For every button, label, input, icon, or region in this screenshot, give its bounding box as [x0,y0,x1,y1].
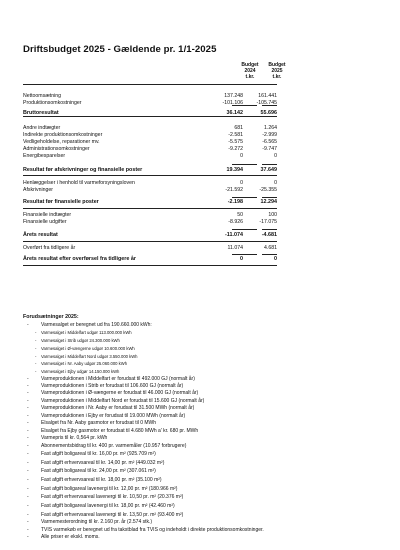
bullet-dash: - [27,405,29,412]
assumption-text: Varmesalget i Middelfart udgør 113.000.000 kWh [41,330,132,336]
value-budget-2025: 37.649 [260,167,277,173]
row-label: Finansielle udgifter [23,219,67,225]
row-label: Overført fra tidligere år [23,245,76,251]
bullet-dash: - [27,375,29,382]
header-divider [23,84,277,85]
table-row [23,153,277,160]
value-budget-2024: 137.248 [224,93,243,99]
divider [23,116,277,117]
value-budget-2024: -101.106 [222,100,243,106]
assumption-item [27,435,387,442]
bullet-dash: - [35,330,37,336]
row-label: Henlæggelser i henhold til varmeforsyningsloven [23,180,135,186]
bullet-dash: - [35,338,37,344]
bullet-dash: - [27,442,29,449]
divider [23,175,277,176]
row-label: Årets resultat [23,232,58,238]
row-label: Indirekte produktionsomkostninger [23,132,103,138]
assumptions-title: Forudsætninger 2025: [23,314,79,320]
bullet-dash: - [27,485,29,492]
assumption-item [27,443,387,450]
bullet-dash: - [27,503,29,510]
assumption-item [27,376,387,383]
value-budget-2024: -5.575 [228,139,243,145]
assumption-text: Varmesalget i Ø-vængerne udgør 10.600.000 kWh [41,345,135,351]
bullet-dash: - [27,468,29,475]
assumption-subitem [27,368,387,376]
value-budget-2024: -2.198 [227,199,243,205]
bullet-dash: - [27,519,29,526]
assumption-item [27,476,387,485]
table-total-row [23,167,277,174]
value-budget-2025: -9.747 [262,146,277,152]
value-budget-2025: 55.696 [260,110,277,116]
row-label: Vedligeholdelse, reparationer mv. [23,139,100,145]
row-label: Andre indtægter [23,125,61,131]
value-budget-2025: 0 [274,256,277,262]
value-budget-2024: 0 [240,256,243,262]
divider [232,164,257,165]
table-row [23,139,277,146]
table-row [23,146,277,153]
value-budget-2025: 1.264 [264,125,277,131]
table-row [23,212,277,219]
assumption-text: Fast afgift erhvervsareal lavenergi til kr. 10,50 pr. m² (20.376 m²) [41,494,184,501]
page-title: Driftsbudget 2025 - Gældende pr. 1/1-2025 [23,44,217,55]
assumption-item [27,420,387,427]
column-header-label: Budget [241,62,259,68]
divider [262,197,277,198]
assumption-text: Varmeproduktionen i Nr. Aaby er forudsat til 31.500 MWh (normalt år) [41,405,195,412]
assumption-item [27,428,387,435]
assumption-text: Fast afgift boligareal lavenergi til kr. 18,00 pr. m² (42.460 m²) [41,503,175,510]
divider [262,229,277,230]
assumption-item [27,450,387,459]
assumption-text: Fast afgift boligareal til kr. 24,00 pr. m² (307.061 m²) [41,468,156,475]
assumption-item [27,502,387,511]
bullet-dash: - [27,450,29,457]
table-row [23,219,277,226]
table-row [23,93,277,100]
bullet-dash: - [27,322,29,328]
assumption-item [27,485,387,494]
column-header-unit: t.kr. [245,74,255,81]
value-budget-2024: -8.926 [228,219,243,225]
column-header-year: 2025 [271,68,283,75]
assumption-text: Varmesalget i Strib udgør 24.300.000 kWh [41,338,120,344]
value-budget-2025: -2.999 [262,132,277,138]
value-budget-2025: 100 [268,212,277,218]
assumption-text: Fast afgift erhvervsareal til kr. 14,00 pr. m² (449.032 m²) [41,459,165,466]
bullet-dash: - [35,345,37,351]
bullet-dash: - [35,353,37,359]
assumption-item [27,413,387,420]
assumption-item [27,519,387,526]
value-budget-2024: 681 [234,125,243,131]
bullet-dash: - [27,427,29,434]
assumption-item [27,527,387,534]
assumption-item [27,405,387,412]
assumption-text: Varmesalget i Middelfart Nord udgør 3.550.000 kWh [41,353,138,359]
bullet-dash: - [35,368,37,374]
divider [23,208,277,209]
table-total-row [23,256,277,263]
bullet-dash: - [27,459,29,466]
assumption-text: Varmesalget er beregnet ud fra 190.660.000 kWh: [41,322,152,328]
assumption-subitem [27,360,387,368]
value-budget-2025: 4.681 [264,245,277,251]
row-label: Årets resultat efter overførsel fra tidligere år [23,256,136,262]
assumption-subitem [27,329,387,337]
assumption-item [27,534,387,541]
divider [23,265,277,266]
row-label: Afskrivninger [23,187,53,193]
assumption-item [27,459,387,468]
bullet-dash: - [27,477,29,483]
value-budget-2025: -25.355 [259,187,277,193]
bullet-dash: - [27,526,29,533]
value-budget-2025: 0 [274,180,277,186]
assumption-text: Elsalget fra Nr. Aaby gasmotor er forudsat til 0 MWh [41,420,157,427]
bullet-dash: - [27,534,29,541]
row-label: Bruttoresultat [23,110,59,116]
divider [262,105,277,106]
divider [232,254,257,255]
assumption-subitem [27,353,387,361]
bullet-dash: - [35,361,37,367]
assumption-text: Fast afgift boligareal lavenergi til kr. 12,00 pr. m² (180.966 m²) [41,485,178,492]
table-row [23,132,277,139]
assumption-text: Elsalget fra Ejby gasmotor er forudsat til 4.680 MWh a' kr. 680 pr. MWh [41,427,199,434]
row-label: Energibesparelser [23,153,66,159]
assumption-text: Varmeproduktionen i Ejby er forudsat til 19.000 MWh (normalt år) [41,412,186,419]
value-budget-2024: -11.074 [225,232,243,238]
assumption-text: Varmeproduktionen i Middelfart Nord er forudsat til 15.600 GJ (normalt år) [41,397,205,404]
value-budget-2025: -17.075 [259,219,277,225]
assumption-text: Varmesalget i Nr. Aaby udgør 25.060.000 kWh [41,361,128,367]
bullet-dash: - [27,494,29,501]
table-row [23,180,277,187]
value-budget-2025: 12.294 [260,199,277,205]
row-label: Nettoomsætning [23,93,62,99]
assumption-text: Varmemesterordning til kr. 2.160 pr. år (2.574 stk.) [41,519,153,526]
table-row [23,125,277,132]
table-row [23,245,277,252]
divider [23,241,277,242]
assumption-item [27,493,387,502]
assumption-item [27,390,387,397]
assumption-text: Varmeproduktionen i Middelfart er forudsat til 492.000 GJ (normalt år) [41,375,195,382]
value-budget-2024: 36.142 [226,110,243,116]
assumption-text: Fast afgift erhvervsareal til kr. 18,00 pr. m² (35.100 m²) [41,477,162,483]
divider [232,197,257,198]
assumption-subitem [27,337,387,345]
assumption-text: Varmesalget i Ejby udgør 14.150.000 kWh [41,368,120,374]
divider [262,164,277,165]
assumption-text: Varmeproduktionen i Ø-vængerne er forudsat til 46.000 GJ (normalt år) [41,390,199,397]
row-label: Produktionsomkostninger [23,100,82,106]
assumption-item [27,467,387,476]
assumption-text: Fast afgift erhvervsareal lavenergi til kr. 13,50 pr. m² (93.400 m²) [41,511,184,518]
divider [262,254,277,255]
value-budget-2024: 19.394 [226,167,243,173]
value-budget-2024: -2.581 [228,132,243,138]
value-budget-2025: -6.565 [262,139,277,145]
assumption-text: Fast afgift boligareal til kr. 16,00 pr. m² (925.709 m²) [41,450,156,457]
assumption-text: Varmeproduktionen i Strib er forudsat til 106.600 GJ (normalt år) [41,383,184,389]
assumption-item [27,322,387,329]
bullet-dash: - [27,383,29,389]
value-budget-2024: 50 [237,212,243,218]
column-header-unit: t.kr. [272,74,282,81]
assumption-text: Varmepris til kr. 0,564 pr. kWh [41,435,108,442]
bullet-dash: - [27,435,29,442]
table-total-row [23,199,277,206]
value-budget-2025: 0 [274,153,277,159]
bullet-dash: - [27,420,29,427]
assumption-subitem [27,345,387,353]
assumption-text: Alle priser er ekskl. moms. [41,534,100,541]
value-budget-2024: 0 [240,153,243,159]
assumption-text: TVIS varmekøb er beregnet ud fra takstblad fra TVIS og indeholdt i direkte produktionsomkostninger. [41,526,264,533]
table-row [23,187,277,194]
column-header-budget-2025 [262,62,292,81]
bullet-dash: - [27,511,29,518]
row-label: Resultat før finansielle poster [23,199,99,205]
table-total-row [23,232,277,239]
value-budget-2025: -4.681 [261,232,277,238]
assumption-text: Abonnementsbidrag til kr. 400 pr. varmemåler (10.957 forbrugere) [41,442,187,449]
assumptions-list [27,322,387,542]
value-budget-2024: 0 [240,180,243,186]
bullet-dash: - [27,397,29,404]
divider [232,105,257,106]
column-header-label: Budget [268,62,286,68]
divider [232,229,257,230]
value-budget-2025: -105.745 [256,100,277,106]
row-label: Finansielle indtægter [23,212,72,218]
value-budget-2024: -21.592 [225,187,243,193]
bullet-dash: - [27,390,29,397]
column-header-year: 2024 [244,68,256,75]
bullet-dash: - [27,412,29,419]
row-label: Administrationsomkostninger [23,146,90,152]
row-label: Resultat før afskrivninger og finansielle poster [23,167,143,173]
value-budget-2024: -9.272 [228,146,243,152]
value-budget-2024: 11.074 [227,245,243,251]
value-budget-2025: 161.441 [258,93,277,99]
